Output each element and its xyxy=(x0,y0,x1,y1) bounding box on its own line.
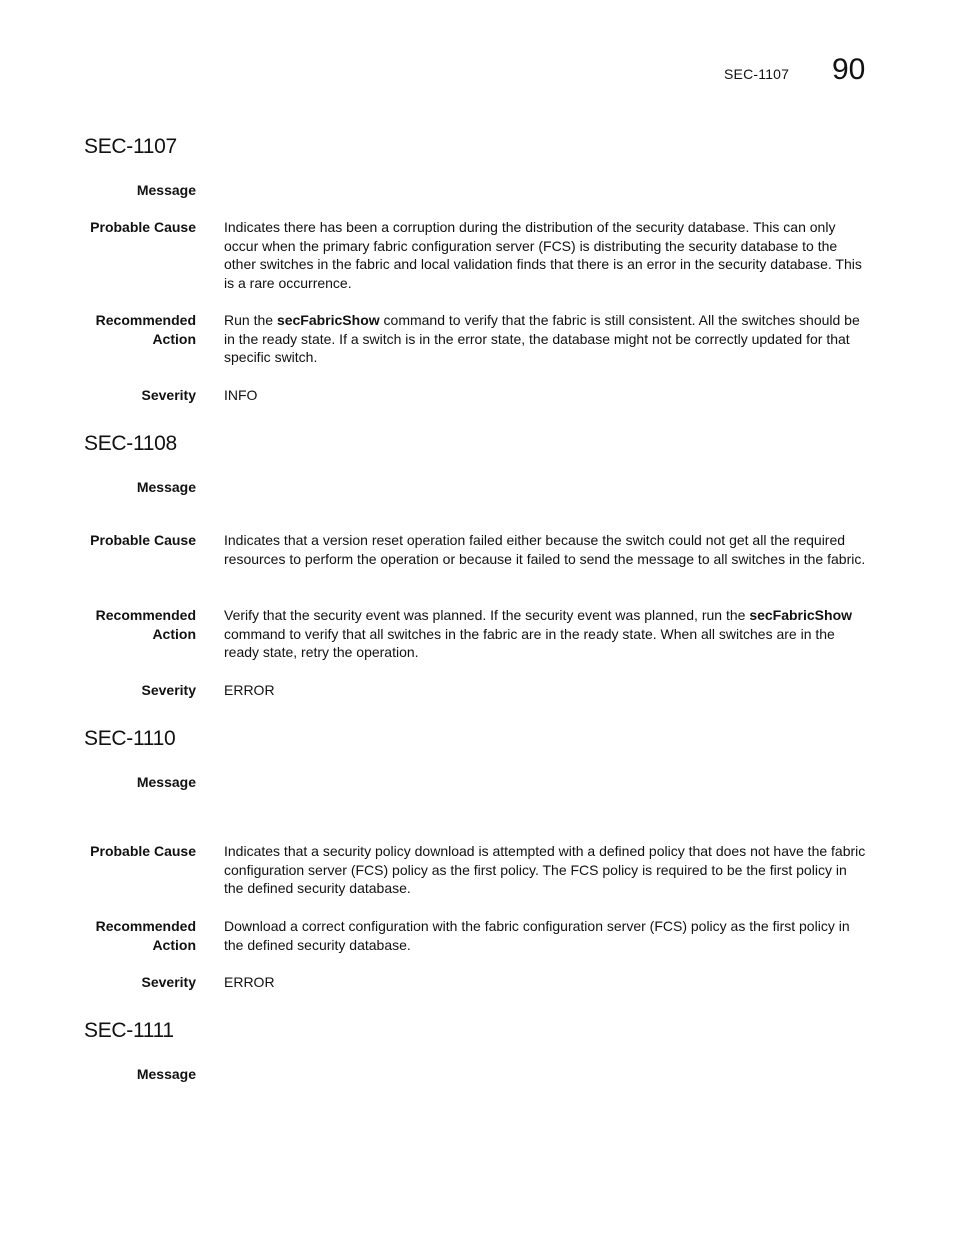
recommended-action-label: Recommended Action xyxy=(95,312,196,347)
severity-label: Severity xyxy=(141,974,196,990)
message-label: Message xyxy=(136,1066,196,1082)
recommended-action-label: Recommended Action xyxy=(95,918,196,953)
recommended-action-text: Run the secFabricShow command to verify that the fabric is still consistent. All the switches should be in the ready state. If a switch is in the error state, the database might not be correctly updated for that specific switch. xyxy=(224,312,860,366)
message-label: Message xyxy=(136,182,196,198)
recommended-action-text: Verify that the security event was planned. If the security event was planned, run the secFabricShow command to verify that all switches in the fabric are in the ready state. When all switches are in the ready state, retry the operation. xyxy=(224,607,853,661)
severity-label: Severity xyxy=(141,387,196,403)
section-title: SEC-1111 xyxy=(84,1019,174,1042)
command-name: secFabricShow xyxy=(276,312,380,328)
running-header: SEC-1107 xyxy=(724,66,790,82)
recommended-action-text: Download a correct configuration with the fabric configuration server (FCS) policy as the first policy in the defined security database. xyxy=(224,918,850,953)
severity-label: Severity xyxy=(141,682,196,698)
section-title: SEC-1110 xyxy=(84,727,176,750)
severity-value: INFO xyxy=(224,387,258,403)
section-title: SEC-1107 xyxy=(84,135,177,158)
probable-cause-label: Probable Cause xyxy=(90,219,196,235)
severity-value: ERROR xyxy=(224,974,275,990)
probable-cause-text: Indicates that a security policy download is attempted with a defined policy that does not have the fabric configuration server (FCS) policy as the first policy. The FCS policy is required to be the first policy in the defined security database. xyxy=(224,843,866,897)
probable-cause-label: Probable Cause xyxy=(90,843,196,859)
page-number: 90 xyxy=(832,53,866,86)
probable-cause-label: Probable Cause xyxy=(90,532,196,548)
message-label: Message xyxy=(136,774,196,790)
command-name: secFabricShow xyxy=(749,607,853,623)
probable-cause-text: Indicates that a version reset operation failed either because the switch could not get all the required resources to perform the operation or because it failed to send the message to all switches in the fabric. xyxy=(224,532,866,567)
severity-value: ERROR xyxy=(224,682,275,698)
section-title: SEC-1108 xyxy=(84,432,177,455)
recommended-action-label: Recommended Action xyxy=(95,607,196,642)
message-label: Message xyxy=(136,479,196,495)
probable-cause-text: Indicates there has been a corruption during the distribution of the security database. This can only occur when the primary fabric configuration server (FCS) is distributing the security database to the other switches in the fabric and local validation finds that there is an error in the security database. This is a rare occurrence. xyxy=(224,219,862,292)
